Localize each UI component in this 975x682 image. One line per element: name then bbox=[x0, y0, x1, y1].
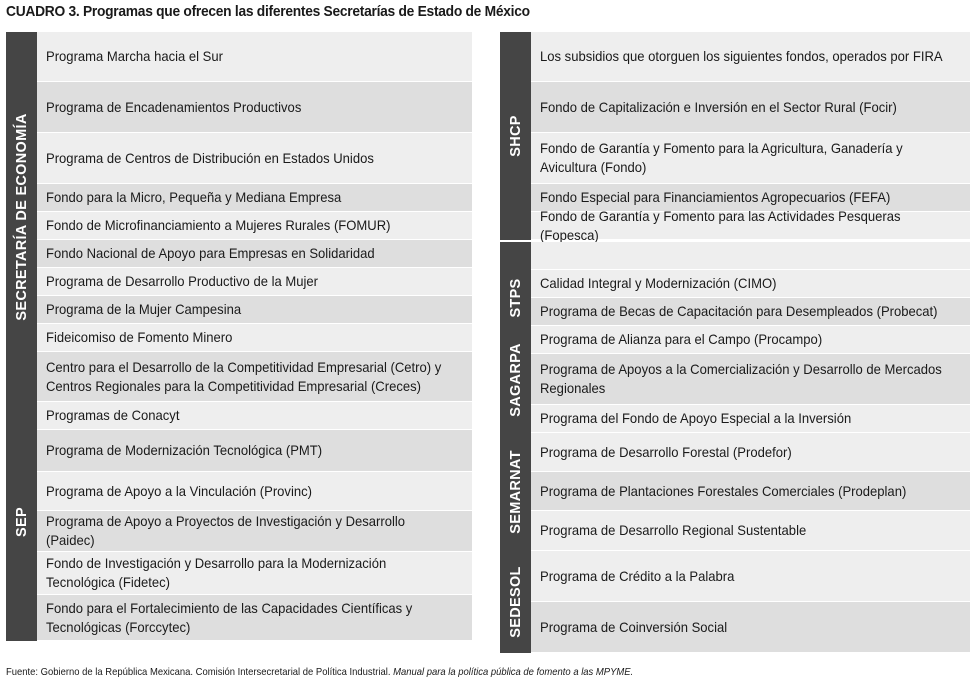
table-row bbox=[531, 511, 970, 551]
table-row bbox=[37, 240, 472, 268]
right-group bbox=[500, 433, 970, 551]
program-name: Fondo de Garantía y Fomento para las Actividades Pesqueras (Fopesca) bbox=[540, 208, 901, 243]
table-row bbox=[531, 433, 970, 472]
program-name: Programa de Desarrollo Productivo de la Mujer bbox=[46, 274, 319, 289]
program-name: Programa de Modernización Tecnológica (PMT) bbox=[46, 443, 323, 458]
group-label-bar bbox=[500, 32, 531, 240]
group-label-bar bbox=[500, 270, 531, 326]
program-name: Programa de Desarrollo Forestal (Prodefor) bbox=[540, 444, 792, 460]
table-row bbox=[37, 268, 472, 296]
table-row bbox=[531, 208, 970, 243]
table-row bbox=[531, 82, 970, 133]
program-name: Programa de Apoyo a Proyectos de Investigación y Desarrollo (Paidec) bbox=[46, 514, 406, 548]
program-name: Programa de Desarrollo Regional Sustentable bbox=[540, 523, 807, 538]
program-name: Programa Marcha hacia el Sur bbox=[46, 49, 223, 64]
group-label: STPS bbox=[507, 278, 524, 318]
table-row bbox=[37, 430, 472, 472]
table-row bbox=[531, 354, 970, 405]
table-title: CUADRO 3. Programas que ofrecen las diferentes Secretarías de Estado de México bbox=[6, 3, 530, 20]
table-row bbox=[531, 270, 970, 298]
group-label: SHCP bbox=[507, 115, 524, 157]
left-group bbox=[6, 402, 472, 641]
program-name: Programa de Becas de Capacitación para Desempleados (Probecat) bbox=[540, 304, 938, 319]
table-row bbox=[531, 32, 970, 82]
table-row bbox=[37, 296, 472, 324]
program-name: Fondo Especial para Financiamientos Agropecuarios (FEFA) bbox=[540, 190, 891, 205]
program-name: Programa de la Mujer Campesina bbox=[46, 302, 242, 317]
group-label-bar bbox=[500, 242, 531, 270]
table-row bbox=[531, 472, 970, 511]
right-group bbox=[500, 326, 970, 433]
program-name: Fondo para el Fortalecimiento de las Capacidades Científicas y Tecnológicas (Forccytec) bbox=[46, 600, 413, 635]
group-label: SEDESOL bbox=[507, 566, 524, 638]
table-row bbox=[37, 324, 472, 352]
program-name: Programa de Encadenamientos Productivos bbox=[46, 99, 302, 115]
group-label: SAGARPA bbox=[507, 342, 524, 417]
group-label-bar bbox=[500, 433, 531, 551]
table-row bbox=[531, 551, 970, 602]
program-name: Fondo de Garantía y Fomento para la Agricultura, Ganadería y Avicultura (Fondo) bbox=[540, 141, 903, 175]
program-name: Programas de Conacyt bbox=[46, 408, 180, 423]
program-name: Fondo de Microfinanciamiento a Mujeres Rurales (FOMUR) bbox=[46, 218, 391, 233]
table-row bbox=[37, 212, 472, 240]
right-group bbox=[500, 270, 970, 326]
program-name: Fondo para la Micro, Pequeña y Mediana Empresa bbox=[46, 190, 342, 205]
table-row bbox=[37, 511, 472, 552]
program-name: Programa de Crédito a la Palabra bbox=[540, 568, 735, 584]
program-name: Programa de Plantaciones Forestales Comerciales (Prodeplan) bbox=[540, 483, 907, 499]
table-row bbox=[37, 402, 472, 430]
program-name: Programa de Coinversión Social bbox=[540, 619, 728, 635]
table-row bbox=[37, 472, 472, 511]
source-prefix: Fuente: Gobierno de la República Mexicana. Comisión Intersecretarial de Política Industrial. bbox=[6, 666, 394, 678]
program-name: Programa de Alianza para el Campo (Procampo) bbox=[540, 332, 823, 347]
table-row bbox=[37, 32, 472, 82]
group-label-bar bbox=[500, 326, 531, 433]
program-name: Fondo de Investigación y Desarrollo para la Modernización Tecnológica (Fidetec) bbox=[46, 556, 387, 590]
left-group bbox=[6, 32, 472, 402]
table-row bbox=[531, 405, 970, 433]
table-row bbox=[37, 352, 472, 402]
program-name: Programa del Fondo de Apoyo Especial a la Inversión bbox=[540, 411, 852, 426]
group-label-bar bbox=[6, 402, 37, 641]
table-row bbox=[37, 82, 472, 133]
table-row bbox=[531, 242, 970, 270]
table-row bbox=[531, 133, 970, 184]
group-label-bar bbox=[500, 551, 531, 653]
table-row bbox=[531, 298, 970, 326]
group-label: SECRETARÍA DE ECONOMÍA bbox=[13, 113, 30, 321]
program-name: Centro para el Desarrollo de la Competitividad Empresarial (Cetro) y Centros Regionales para la Competitividad Empresarial (Creces) bbox=[46, 359, 442, 394]
source-note bbox=[6, 666, 633, 678]
table-row bbox=[37, 184, 472, 212]
program-name: Programa de Apoyos a la Comercialización y Desarrollo de Mercados Regionales bbox=[540, 362, 942, 396]
table-row bbox=[531, 326, 970, 354]
program-name: Fondo Nacional de Apoyo para Empresas en Solidaridad bbox=[46, 246, 375, 261]
group-label: SEP bbox=[13, 506, 30, 537]
program-name: Los subsidios que otorguen los siguientes fondos, operados por FIRA bbox=[540, 49, 943, 64]
group-label: SEMARNAT bbox=[507, 450, 524, 534]
right-group bbox=[500, 32, 970, 243]
right-group bbox=[500, 242, 970, 270]
program-name: Calidad Integral y Modernización (CIMO) bbox=[540, 276, 777, 291]
table-row bbox=[37, 552, 472, 595]
program-name: Programa de Centros de Distribución en Estados Unidos bbox=[46, 150, 374, 166]
group-label-bar bbox=[6, 32, 37, 402]
table-row bbox=[37, 133, 472, 184]
program-name: Programa de Apoyo a la Vinculación (Provinc) bbox=[46, 483, 312, 499]
source-title: Manual para la política pública de fomento a las MPYME. bbox=[393, 666, 634, 678]
table-row bbox=[37, 595, 472, 641]
right-group bbox=[500, 551, 970, 653]
table-row bbox=[531, 602, 970, 653]
program-name: Fondo de Capitalización e Inversión en el Sector Rural (Focir) bbox=[540, 99, 897, 115]
program-name: Fideicomiso de Fomento Minero bbox=[46, 330, 233, 345]
